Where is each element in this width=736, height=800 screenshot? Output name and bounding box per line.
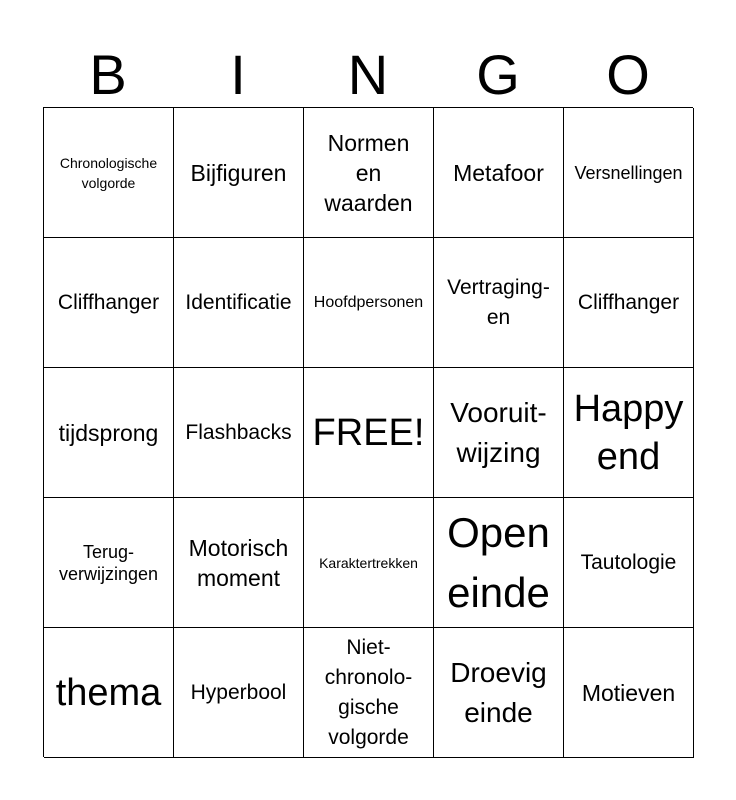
- bingo-cell[interactable]: [174, 628, 304, 758]
- cell-label: Vertraging- en: [447, 275, 550, 329]
- bingo-cell[interactable]: [304, 238, 434, 368]
- bingo-cell[interactable]: [434, 238, 564, 368]
- cell-label: Happy end: [573, 387, 684, 478]
- cell-label: Terug- verwijzingen: [58, 541, 159, 584]
- header-letter-i: I: [230, 43, 246, 106]
- cell-label: Niet- chronolo- gische volgorde: [324, 635, 413, 749]
- cell-label: Flashbacks: [185, 420, 292, 444]
- cell-label: Metafoor: [453, 159, 544, 186]
- bingo-cell[interactable]: [564, 368, 694, 498]
- cell-label: Normen en waarden: [324, 129, 413, 216]
- bingo-cell[interactable]: [564, 498, 694, 628]
- cell-label: Versnellingen: [574, 162, 683, 183]
- bingo-cell[interactable]: [304, 628, 434, 758]
- cell-label: thema: [55, 671, 162, 714]
- cell-label: Hoofdpersonen: [313, 293, 424, 311]
- cell-label: Chronologische volgorde: [59, 154, 158, 191]
- cell-label: Bijfiguren: [190, 159, 287, 186]
- bingo-cell[interactable]: [44, 498, 174, 628]
- bingo-cell[interactable]: [44, 628, 174, 758]
- bingo-cell[interactable]: [564, 628, 694, 758]
- bingo-cell[interactable]: [564, 108, 694, 238]
- bingo-cell[interactable]: [174, 108, 304, 238]
- bingo-cell[interactable]: [174, 368, 304, 498]
- bingo-cell[interactable]: [174, 498, 304, 628]
- header-letter-g: G: [476, 43, 520, 106]
- bingo-grid: [43, 107, 693, 757]
- free-space-label: FREE!: [312, 411, 425, 454]
- bingo-cell[interactable]: [174, 238, 304, 368]
- header-letter-o: O: [606, 43, 650, 106]
- bingo-cell[interactable]: [44, 108, 174, 238]
- header-letter-b: B: [89, 43, 127, 106]
- bingo-cell[interactable]: [44, 238, 174, 368]
- bingo-cell[interactable]: [434, 498, 564, 628]
- bingo-cell[interactable]: [304, 108, 434, 238]
- bingo-cell[interactable]: [304, 498, 434, 628]
- bingo-cell[interactable]: [434, 368, 564, 498]
- bingo-header: [43, 44, 693, 106]
- cell-label: Cliffhanger: [577, 290, 680, 314]
- cell-label: Motorisch moment: [188, 534, 289, 591]
- bingo-cell[interactable]: [434, 108, 564, 238]
- header-letter-n: N: [347, 43, 389, 106]
- cell-label: Identificatie: [185, 290, 292, 314]
- cell-label: Motieven: [581, 679, 676, 706]
- bingo-cell[interactable]: [564, 238, 694, 368]
- bingo-cell[interactable]: [44, 368, 174, 498]
- cell-label: Droevig einde: [450, 656, 547, 728]
- free-cell[interactable]: [304, 368, 434, 498]
- cell-label: Hyperbool: [190, 680, 287, 704]
- cell-label: Tautologie: [580, 550, 677, 574]
- cell-label: Karaktertrekken: [319, 554, 418, 571]
- cell-label: Open einde: [447, 508, 550, 616]
- cell-label: Vooruit- wijzing: [450, 396, 547, 468]
- bingo-cell[interactable]: [434, 628, 564, 758]
- cell-label: tijdsprong: [58, 419, 159, 446]
- cell-label: Cliffhanger: [57, 290, 160, 314]
